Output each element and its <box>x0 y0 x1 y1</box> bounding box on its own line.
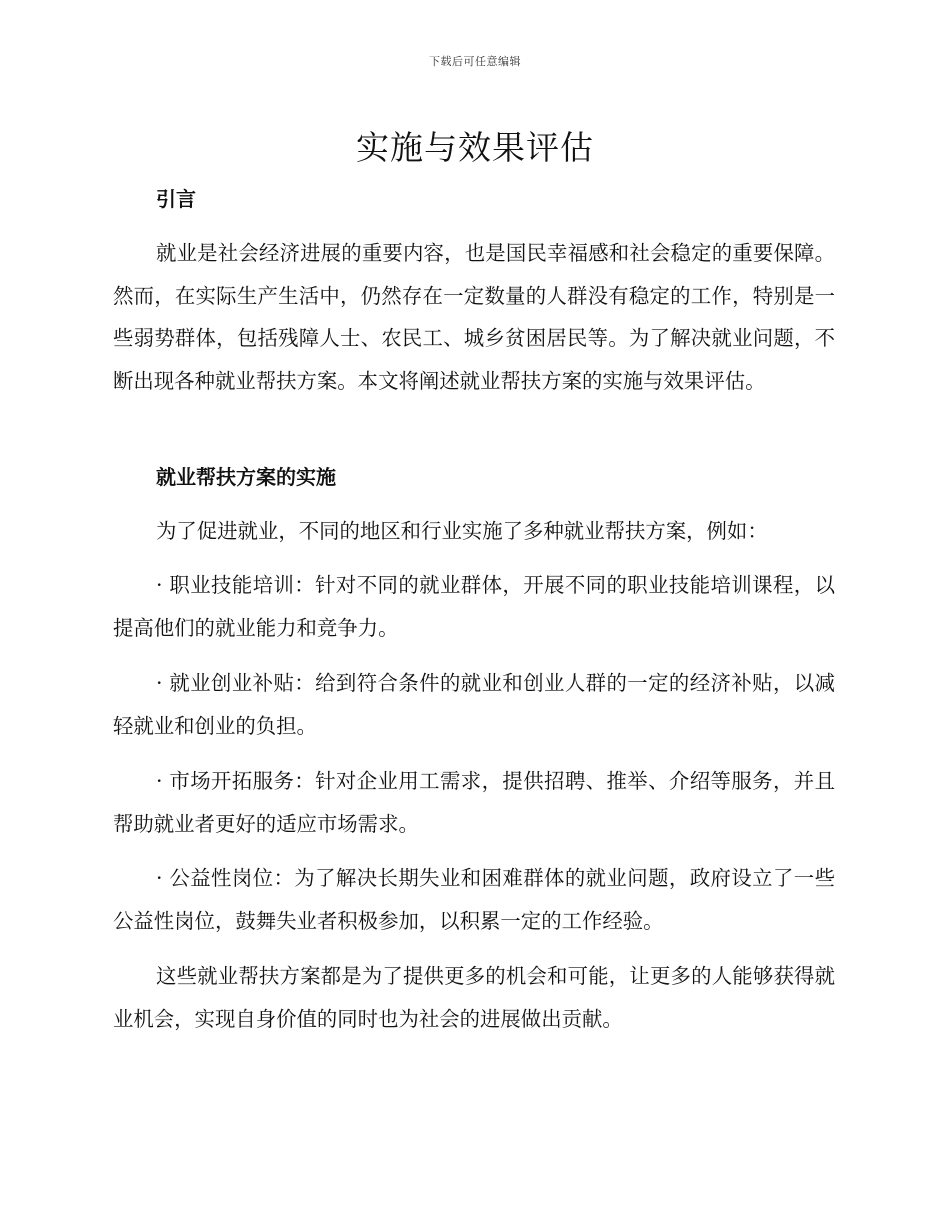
intro-body <box>113 232 835 402</box>
bullet-skills-training: · 职业技能培训：针对不同的就业群体，开展不同的职业技能培训课程，以提高他们的就业能力和竞争力。 <box>113 573 835 640</box>
section-heading-intro: 引言 <box>156 187 196 211</box>
implementation-intro-paragraph: 为了促进就业，不同的地区和行业实施了多种就业帮扶方案，例如： <box>156 519 768 543</box>
bullet-item <box>113 857 835 942</box>
bullet-employment-subsidy: · 就业创业补贴：给到符合条件的就业和创业人群的一定的经济补贴，以减轻就业和创业的负担。 <box>113 671 835 738</box>
conclusion-paragraph: 这些就业帮扶方案都是为了提供更多的机会和可能，让更多的人能够获得就业机会，实现自身价值的同时也为社会的进展做出贡献。 <box>113 964 835 1031</box>
intro-paragraph: 就业是社会经济进展的重要内容，也是国民幸福感和社会稳定的重要保障。然而，在实际生产生活中，仍然存在一定数量的人群没有稳定的工作，特别是一些弱势群体，包括残障人士、农民工、城乡贫困居民等。为了解决就业问题，不断出现各种就业帮扶方案。本文将阐述就业帮扶方案的实施与效果评估。 <box>113 241 835 393</box>
bullet-market-services: · 市场开拓服务：针对企业用工需求，提供招聘、推举、介绍等服务，并且帮助就业者更好的适应市场需求。 <box>113 769 835 836</box>
header-note: 下载后可任意编辑 <box>429 55 521 68</box>
conclusion-body <box>113 955 835 1040</box>
bullet-item <box>113 564 835 649</box>
bullet-public-welfare-jobs: · 公益性岗位：为了解决长期失业和困难群体的就业问题，政府设立了一些公益性岗位，鼓舞失业者积极参加，以积累一定的工作经验。 <box>113 866 835 933</box>
bullet-item <box>113 662 835 747</box>
bullet-item <box>113 760 835 845</box>
implementation-lead <box>113 510 835 553</box>
page-title: 实施与效果评估 <box>356 128 594 167</box>
section-heading-implementation: 就业帮扶方案的实施 <box>156 465 336 489</box>
